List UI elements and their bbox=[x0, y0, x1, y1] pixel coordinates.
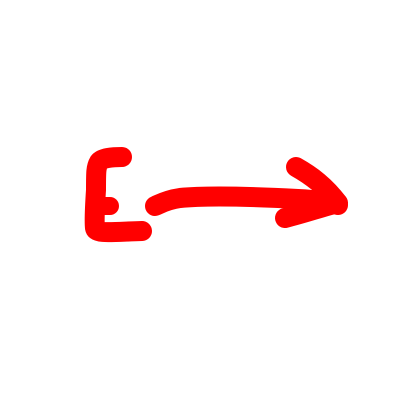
letter-e-glyph bbox=[95, 157, 142, 232]
letter-e-outline-stroke bbox=[95, 157, 142, 232]
right-arrow-icon bbox=[155, 167, 338, 218]
